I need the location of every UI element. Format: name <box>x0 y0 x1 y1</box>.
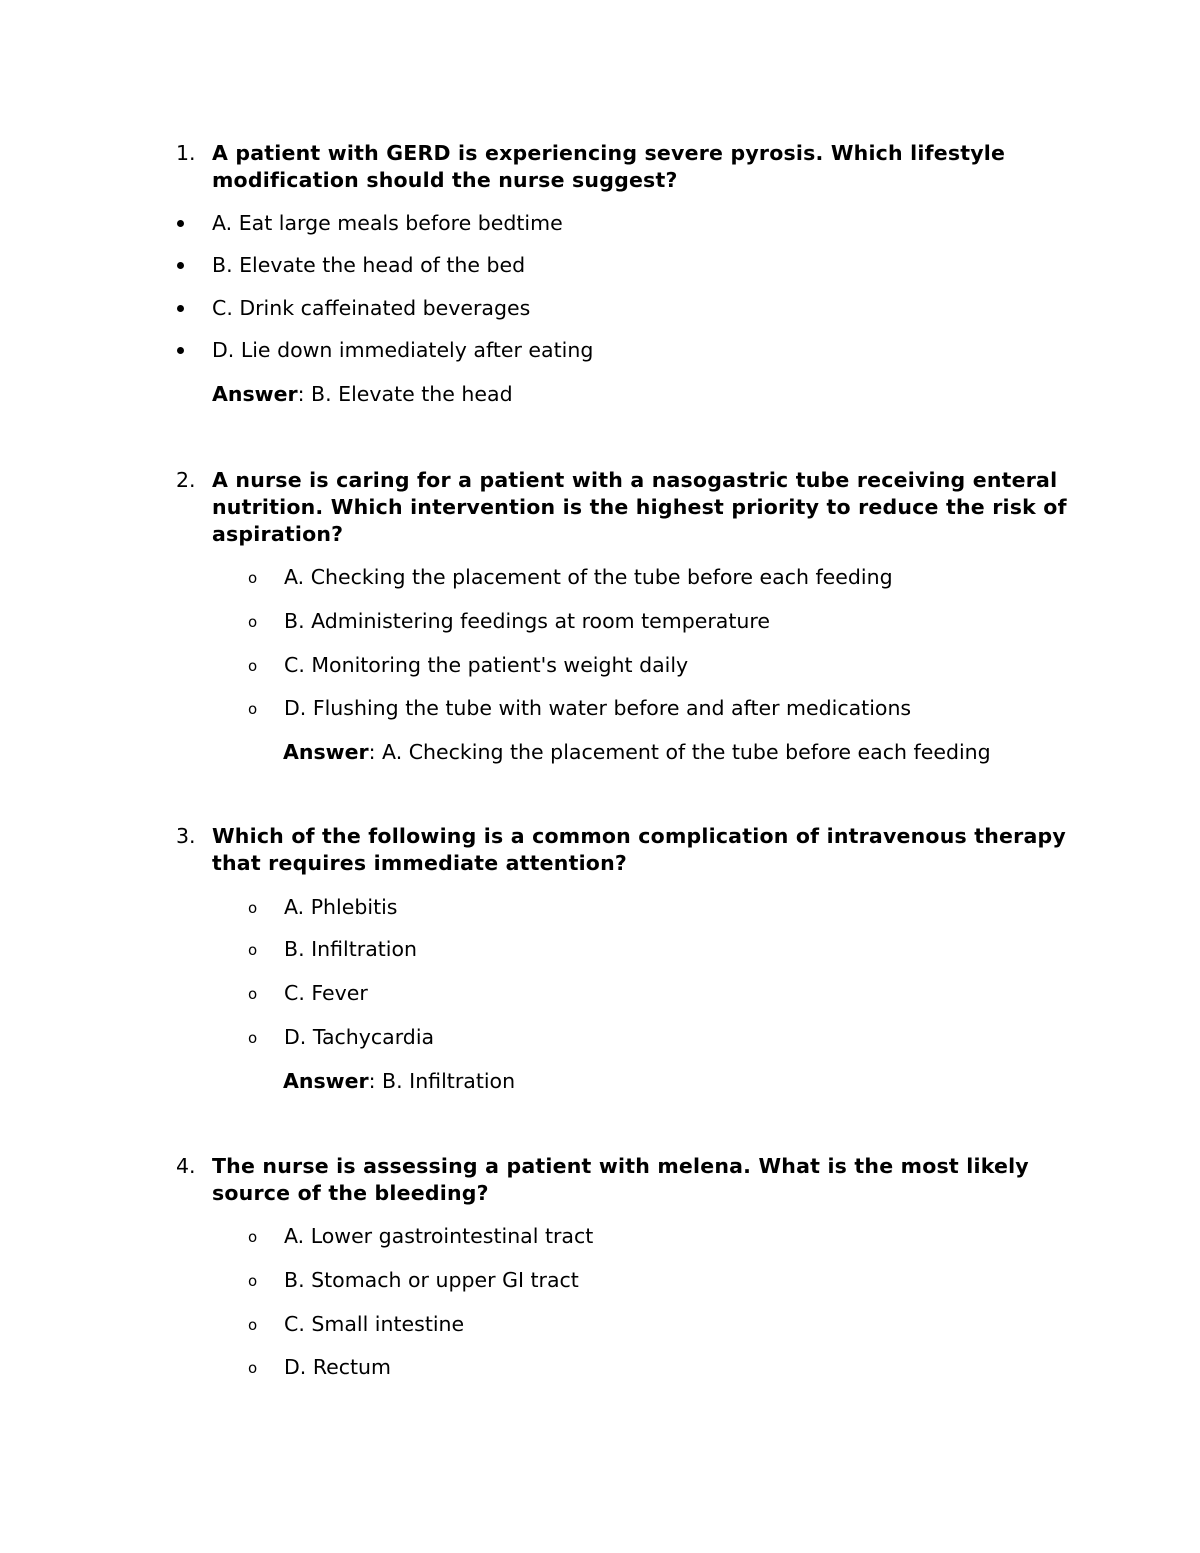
option-text: A. Checking the placement of the tube before each feeding <box>284 565 893 589</box>
option-b <box>176 252 525 279</box>
option-a <box>248 894 397 923</box>
bullet-circle-icon: o <box>248 700 258 718</box>
answer-text: : B. Infiltration <box>368 1069 516 1093</box>
option-d <box>248 1024 434 1053</box>
answer-label: Answer <box>283 1069 369 1093</box>
question-1 <box>176 140 1076 406</box>
option-a <box>248 1223 593 1252</box>
question-1-header <box>176 140 1076 194</box>
option-d <box>248 1354 391 1383</box>
answer <box>283 1068 515 1095</box>
answer-label: Answer <box>212 382 298 406</box>
bullet-circle-icon: o <box>248 1029 258 1047</box>
option-text: C. Drink caffeinated beverages <box>212 296 531 320</box>
option-b <box>248 1267 579 1296</box>
option-text: B. Administering feedings at room temperature <box>284 609 770 633</box>
option-text: C. Monitoring the patient's weight daily <box>284 653 689 677</box>
option-text: B. Infiltration <box>284 937 418 961</box>
option-text: B. Elevate the head of the bed <box>212 253 526 277</box>
option-text: C. Small intestine <box>284 1312 465 1336</box>
option-c <box>248 980 368 1009</box>
option-d <box>248 695 911 724</box>
question-text: The nurse is assessing a patient with melena. What is the most likely source of the bleeding? <box>212 1154 1029 1205</box>
question-3-header <box>176 823 1076 877</box>
option-text: A. Eat large meals before bedtime <box>212 211 563 235</box>
option-a <box>176 210 563 237</box>
bullet-circle-icon: o <box>248 613 258 631</box>
bullet-dot-icon <box>176 295 212 322</box>
bullet-circle-icon: o <box>248 1272 258 1290</box>
option-text: D. Lie down immediately after eating <box>212 338 594 362</box>
option-text: C. Fever <box>284 981 368 1005</box>
bullet-circle-icon: o <box>248 985 258 1003</box>
bullet-dot-icon <box>176 210 212 237</box>
bullet-circle-icon: o <box>248 941 258 959</box>
option-text: D. Rectum <box>284 1355 392 1379</box>
answer <box>212 381 513 408</box>
question-number: 2. <box>176 468 196 492</box>
option-c <box>248 652 688 681</box>
question-text: Which of the following is a common complication of intravenous therapy that requires immediate attention? <box>212 824 1066 875</box>
answer-label: Answer <box>283 740 369 764</box>
option-d <box>176 337 593 364</box>
question-4-header <box>176 1153 1076 1207</box>
option-text: B. Stomach or upper GI tract <box>284 1268 579 1292</box>
question-number: 1. <box>176 141 196 165</box>
bullet-circle-icon: o <box>248 1228 258 1246</box>
option-b <box>248 608 770 637</box>
question-3 <box>176 823 1076 1093</box>
bullet-circle-icon: o <box>248 1316 258 1334</box>
question-number: 3. <box>176 824 196 848</box>
bullet-dot-icon <box>176 337 212 364</box>
question-text: A nurse is caring for a patient with a nasogastric tube receiving enteral nutrition. Which intervention is the highest priority to reduce the risk of aspiration? <box>212 468 1067 546</box>
bullet-circle-icon: o <box>248 899 258 917</box>
question-2-header <box>176 467 1076 548</box>
bullet-circle-icon: o <box>248 1359 258 1377</box>
answer <box>283 739 991 766</box>
answer-text: : B. Elevate the head <box>297 382 513 406</box>
question-text: A patient with GERD is experiencing severe pyrosis. Which lifestyle modification should the nurse suggest? <box>212 141 1006 192</box>
option-text: A. Lower gastrointestinal tract <box>284 1224 594 1248</box>
option-text: A. Phlebitis <box>284 895 398 919</box>
bullet-dot-icon <box>176 252 212 279</box>
option-text: D. Flushing the tube with water before and after medications <box>284 696 912 720</box>
question-number: 4. <box>176 1154 196 1178</box>
option-a <box>248 564 893 593</box>
bullet-circle-icon: o <box>248 569 258 587</box>
bullet-circle-icon: o <box>248 657 258 675</box>
answer-text: : A. Checking the placement of the tube before each feeding <box>368 740 991 764</box>
option-c <box>176 295 530 322</box>
option-c <box>248 1311 464 1340</box>
question-4 <box>176 1153 1076 1379</box>
option-text: D. Tachycardia <box>284 1025 435 1049</box>
option-b <box>248 936 417 965</box>
question-2 <box>176 467 1076 764</box>
